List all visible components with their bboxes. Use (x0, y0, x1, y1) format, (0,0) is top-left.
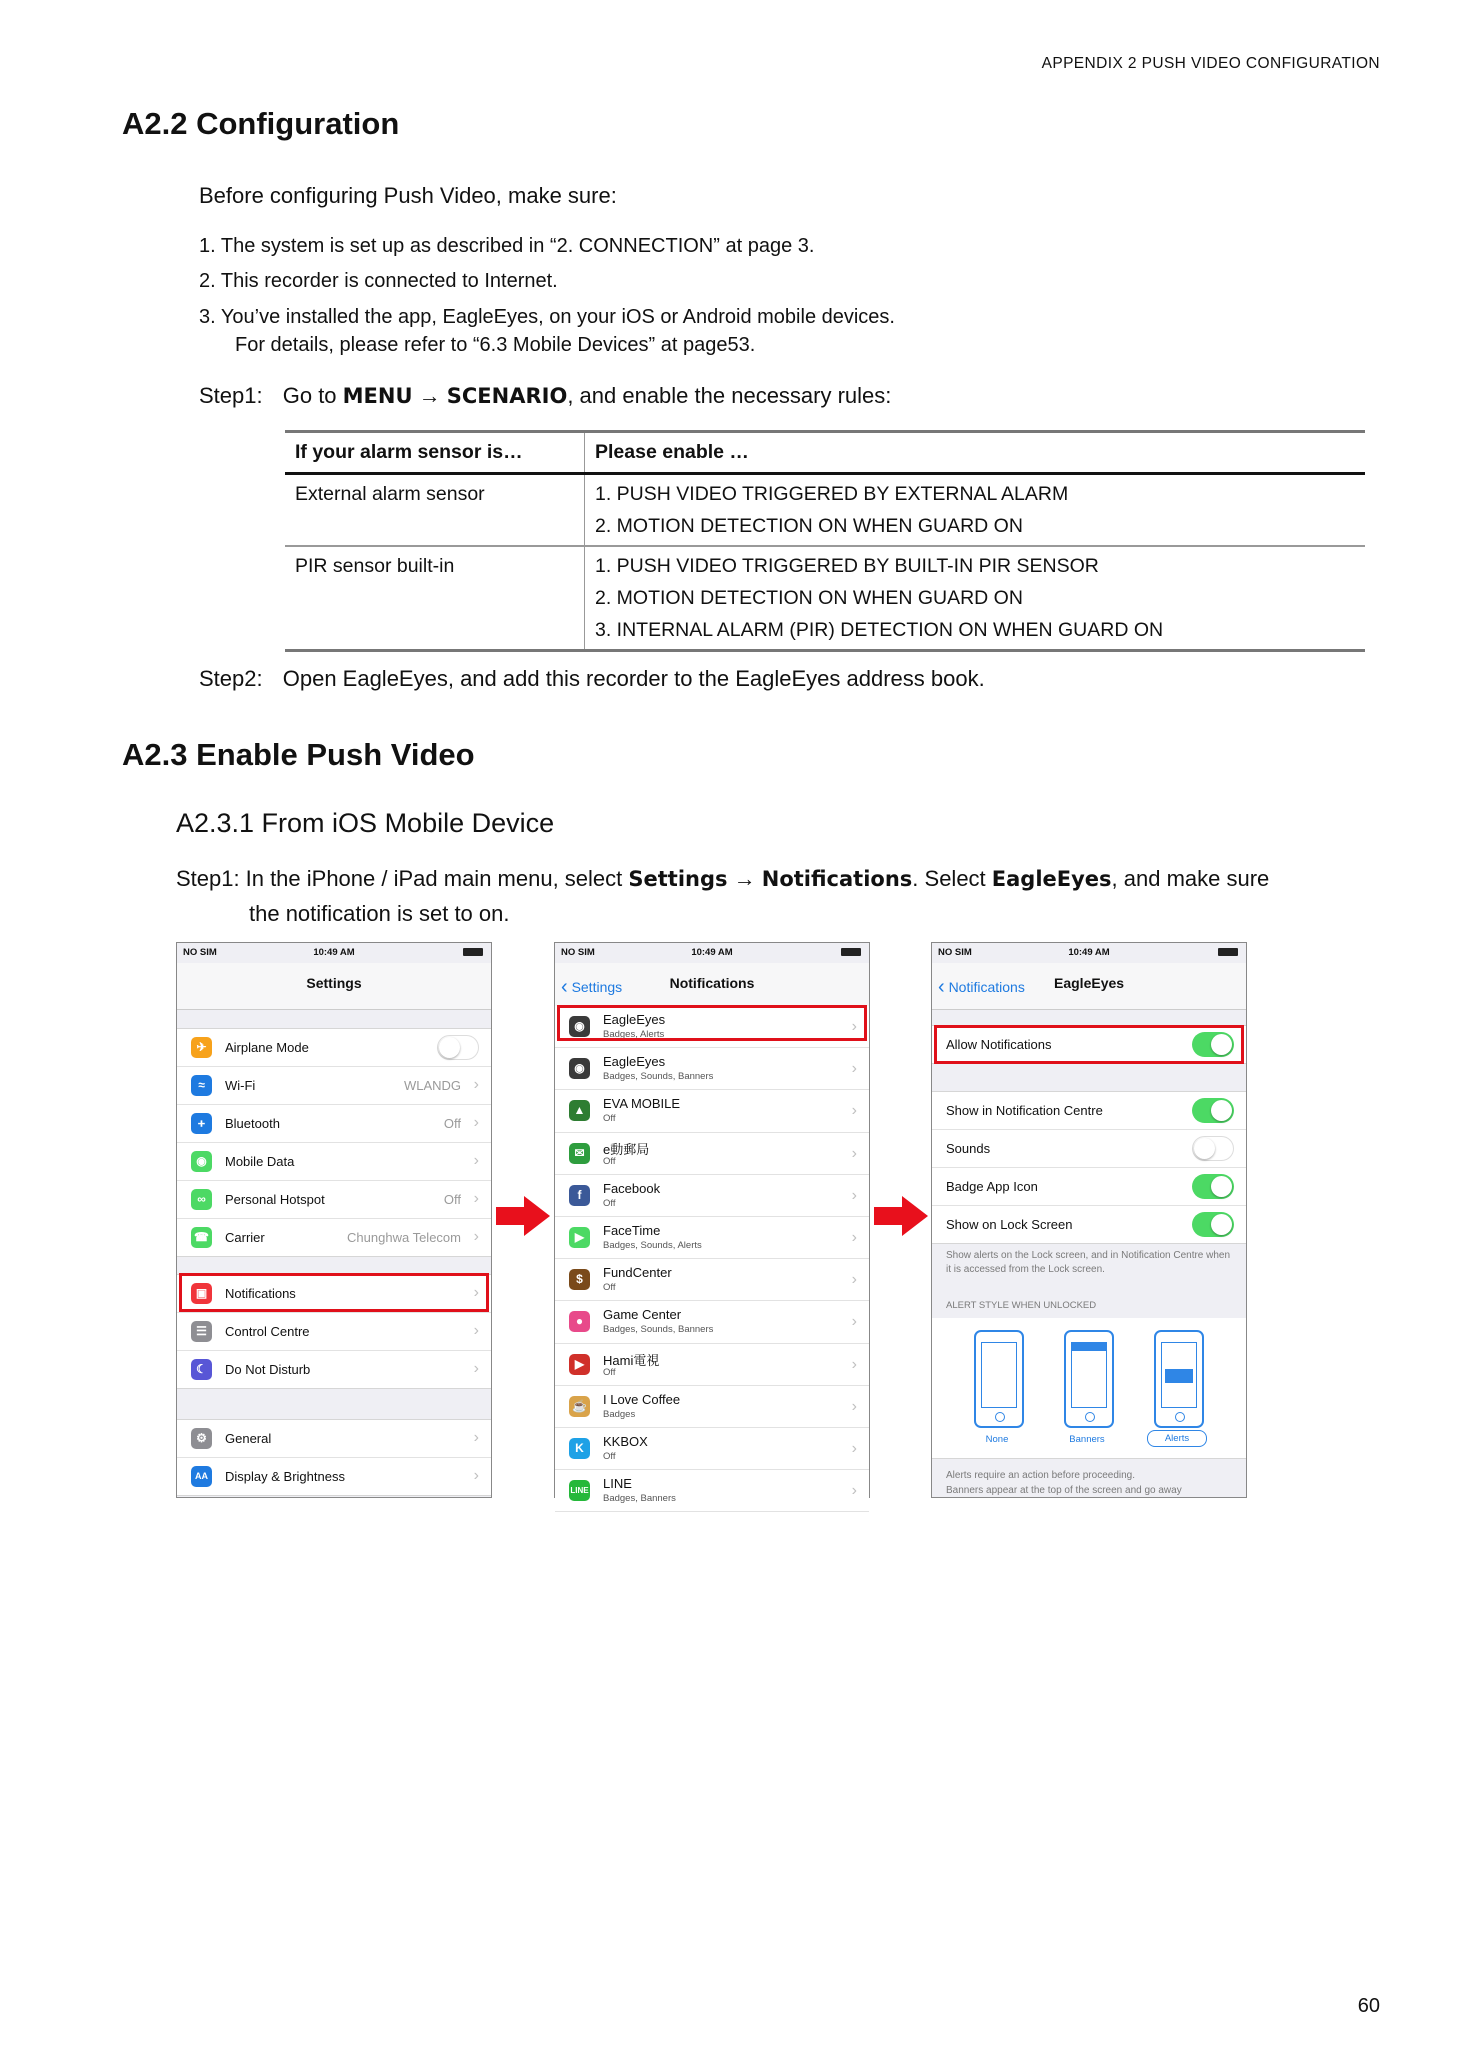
nav-bar (932, 963, 1246, 1010)
step1-line (199, 383, 891, 409)
chevron-right-icon: › (473, 1190, 479, 1207)
subsection-heading: A2.3.1 From iOS Mobile Device (176, 808, 555, 838)
status-bar: NO SIM 10:49 AM (177, 943, 491, 963)
style-banners-icon[interactable] (1064, 1330, 1114, 1428)
app-row[interactable]: $ FundCenter Off › (555, 1259, 869, 1301)
hami-tv-icon: ▶ (569, 1354, 590, 1375)
chevron-right-icon: › (851, 1482, 857, 1500)
table-cell-sensor: PIR sensor built-in (285, 546, 585, 651)
back-button[interactable]: ‹ Notifications (938, 976, 1025, 998)
step1-arrow: → (412, 383, 447, 408)
scenario-keyword: SCENARIO (446, 384, 568, 408)
checklist-item-2: 2. This recorder is connected to Internet. (199, 270, 558, 292)
lock-screen-note: Show alerts on the Lock screen, and in Notification Centre when it is accessed from the Lock screen. (946, 1250, 1231, 1275)
screen-title: Settings (306, 975, 362, 991)
settings-row-hotspot[interactable]: ∞ Personal Hotspot Off › (177, 1181, 491, 1219)
chevron-right-icon: › (473, 1360, 479, 1377)
chevron-right-icon: › (473, 1228, 479, 1245)
option-toggle[interactable] (1192, 1212, 1234, 1237)
chevron-right-icon: › (473, 1076, 479, 1093)
banners-footer: Banners appear at the top of the screen and go away (946, 1485, 1182, 1496)
hotspot-icon: ∞ (191, 1189, 212, 1210)
chevron-right-icon: › (851, 1018, 857, 1035)
settings-row-carrier[interactable]: ☎ Carrier Chunghwa Telecom › (177, 1219, 491, 1256)
option-row[interactable]: Show in Notification Centre (932, 1092, 1246, 1130)
option-toggle[interactable] (1192, 1098, 1234, 1123)
chevron-left-icon: ‹ (938, 976, 945, 998)
status-bar: NO SIM 10:49 AM (932, 943, 1246, 963)
option-row[interactable]: Sounds (932, 1130, 1246, 1168)
app-row[interactable]: ✉ e動郵局 Off › (555, 1133, 869, 1175)
ios-step-line2: the notification is set to on. (249, 901, 510, 926)
chevron-right-icon: › (851, 1060, 857, 1078)
phone-icon: ☎ (191, 1227, 212, 1248)
ios-step-label: Step1: (176, 866, 240, 891)
app-row[interactable]: K KKBOX Off › (555, 1428, 869, 1470)
style-banners-label: Banners (1069, 1434, 1105, 1445)
settings-row-wifi[interactable]: ≈ Wi-Fi WLANDG › (177, 1067, 491, 1105)
phone-screenshot-settings (176, 942, 492, 1498)
chevron-right-icon: › (851, 1144, 857, 1162)
app-row[interactable]: LINE LINE Badges, Banners › (555, 1470, 869, 1512)
table-row (285, 474, 1365, 547)
app-row[interactable]: f Facebook Off › (555, 1175, 869, 1217)
settings-keyword: Settings (628, 867, 728, 891)
chevron-right-icon: › (473, 1152, 479, 1169)
app-row[interactable]: ▶ FaceTime Badges, Sounds, Alerts › (555, 1217, 869, 1259)
game-center-icon: ● (569, 1311, 590, 1332)
battery-icon (1218, 948, 1238, 956)
notifications-icon: ▣ (191, 1283, 212, 1304)
app-row[interactable]: ● Game Center Badges, Sounds, Banners › (555, 1301, 869, 1343)
fundcenter-icon: $ (569, 1269, 590, 1290)
app-row[interactable]: ▲ EVA MOBILE Off › (555, 1090, 869, 1132)
app-row[interactable]: ◉ EagleEyes Badges, Sounds, Banners › (555, 1048, 869, 1090)
running-header: APPENDIX 2 PUSH VIDEO CONFIGURATION (1041, 55, 1380, 72)
control-centre-icon: ☰ (191, 1321, 212, 1342)
chevron-right-icon: › (851, 1439, 857, 1457)
settings-group-general (177, 1419, 491, 1496)
arrow-right-icon (496, 1196, 550, 1236)
line-icon: LINE (569, 1480, 590, 1501)
i-love-coffee-icon: ☕ (569, 1396, 590, 1417)
highlight-allow-notifications (934, 1025, 1244, 1064)
app-row[interactable]: ▶ Hami電視 Off › (555, 1344, 869, 1386)
option-row[interactable]: Show on Lock Screen (932, 1206, 1246, 1243)
phone-screenshot-eagleeyes (931, 942, 1247, 1498)
app-row[interactable]: ◉ EagleEyes Badges, Alerts › (555, 1006, 869, 1048)
eagleeyes-icon: ◉ (569, 1016, 590, 1037)
do-not-disturb-icon: ☾ (191, 1359, 212, 1380)
chevron-right-icon: › (851, 1313, 857, 1331)
checklist-item-1: 1. The system is set up as described in “2. CONNECTION” at page 3. (199, 235, 815, 257)
intro-text: Before configuring Push Video, make sure: (199, 183, 617, 208)
section-heading-a22: A2.2 Configuration (122, 106, 400, 141)
highlight-eagleeyes-row (557, 1005, 867, 1041)
table-cell-enable: 1. PUSH VIDEO TRIGGERED BY BUILT-IN PIR SENSOR 2. MOTION DETECTION ON WHEN GUARD ON 3. INTERNAL ALARM (PIR) DETECTION ON WHEN GUARD ON (585, 546, 1366, 651)
chevron-right-icon: › (851, 1355, 857, 1373)
airplane-toggle[interactable] (437, 1035, 479, 1060)
option-row[interactable]: Badge App Icon (932, 1168, 1246, 1206)
table-header-enable: Please enable … (585, 432, 1366, 474)
ios-step-line1: Step1: In the iPhone / iPad main menu, select Settings → Notifications. Select EagleEyes, and make sure (176, 866, 1270, 891)
table-cell-enable: 1. PUSH VIDEO TRIGGERED BY EXTERNAL ALARM 2. MOTION DETECTION ON WHEN GUARD ON (585, 474, 1366, 547)
app-list (555, 1006, 869, 1512)
app-row[interactable]: ☕ I Love Coffee Badges › (555, 1386, 869, 1428)
chevron-right-icon: › (473, 1114, 479, 1131)
style-none-label: None (985, 1434, 1009, 1445)
page-number: 60 (1357, 1995, 1380, 2017)
settings-row-display[interactable]: AA Display & Brightness › (177, 1458, 491, 1495)
chevron-right-icon: › (473, 1284, 479, 1301)
option-toggle[interactable] (1192, 1174, 1234, 1199)
option-toggle[interactable] (1192, 1136, 1234, 1161)
chevron-left-icon: ‹ (561, 976, 568, 998)
back-button[interactable]: ‹ Settings (561, 976, 623, 998)
table-header-sensor: If your alarm sensor is… (285, 432, 585, 474)
alert-style-heading: ALERT STYLE WHEN UNLOCKED (946, 1300, 1097, 1311)
settings-row-do-not-disturb[interactable]: ☾ Do Not Disturb › (177, 1351, 491, 1388)
table-cell-sensor: External alarm sensor (285, 474, 585, 547)
wifi-icon: ≈ (191, 1075, 212, 1096)
facetime-icon: ▶ (569, 1227, 590, 1248)
screen-title: Notifications (669, 975, 755, 991)
eagleeyes-keyword: EagleEyes (991, 867, 1112, 891)
settings-row-control-centre[interactable]: ☰ Control Centre › (177, 1313, 491, 1351)
settings-row-airplane[interactable]: ✈ Airplane Mode (177, 1029, 491, 1067)
checklist-item-3: 3. You’ve installed the app, EagleEyes, on your iOS or Android mobile devices. (199, 306, 895, 328)
table-header-row (285, 432, 1365, 474)
status-bar: NO SIM 10:49 AM (555, 943, 869, 963)
eagleeyes-icon: ◉ (569, 1058, 590, 1079)
chevron-right-icon: › (473, 1467, 479, 1484)
eva-mobile-icon: ▲ (569, 1100, 590, 1121)
battery-icon (841, 948, 861, 956)
chevron-right-icon: › (851, 1186, 857, 1204)
kkbox-icon: K (569, 1438, 590, 1459)
screen-title: EagleEyes (1054, 975, 1125, 991)
step1-label: Step1: (199, 383, 263, 408)
chevron-right-icon: › (851, 1271, 857, 1289)
nav-bar (177, 963, 491, 1010)
alerts-footer: Alerts require an action before proceeding. (946, 1470, 1136, 1481)
display-icon: AA (191, 1466, 212, 1487)
airplane-icon: ✈ (191, 1037, 212, 1058)
rules-table (285, 430, 1365, 652)
gear-icon: ⚙ (191, 1428, 212, 1449)
style-alerts-label: Alerts (1147, 1430, 1207, 1447)
chevron-right-icon: › (851, 1397, 857, 1415)
phone-screenshot-notifications (554, 942, 870, 1505)
style-alerts-icon[interactable] (1154, 1330, 1204, 1428)
battery-icon (463, 948, 483, 956)
settings-group-connectivity (177, 1028, 491, 1257)
table-row (285, 546, 1365, 651)
post-office-icon: ✉ (569, 1143, 590, 1164)
settings-row-general[interactable]: ⚙ General › (177, 1420, 491, 1458)
style-none-icon[interactable] (974, 1330, 1024, 1428)
settings-row-notifications[interactable]: ▣ Notifications › (177, 1275, 491, 1313)
notifications-keyword: Notifications (761, 867, 913, 891)
checklist-note: For details, please refer to “6.3 Mobile Devices” at page53. (235, 334, 756, 356)
step2-text: Open EagleEyes, and add this recorder to the EagleEyes address book. (282, 666, 985, 691)
nav-bar (555, 963, 869, 1010)
options-group (932, 1091, 1246, 1244)
chevron-right-icon: › (851, 1102, 857, 1120)
step1-pre: Go to (282, 383, 343, 408)
chevron-right-icon: › (851, 1228, 857, 1246)
allow-notifications-row[interactable]: Allow Notifications (932, 1026, 1246, 1063)
chevron-right-icon: › (473, 1322, 479, 1339)
settings-row-bluetooth[interactable]: ᚐ Bluetooth Off › (177, 1105, 491, 1143)
step2-line (199, 666, 985, 692)
menu-keyword: MENU (342, 384, 413, 408)
arrow-right-icon (874, 1196, 928, 1236)
step1-post: , and enable the necessary rules: (567, 383, 892, 408)
bluetooth-icon: ᚐ (191, 1113, 212, 1134)
mobile-data-icon: ◉ (191, 1151, 212, 1172)
section-heading-a23: A2.3 Enable Push Video (122, 737, 475, 772)
alert-style-group (932, 1318, 1246, 1459)
facebook-icon: f (569, 1185, 590, 1206)
settings-row-mobile-data[interactable]: ◉ Mobile Data › (177, 1143, 491, 1181)
highlight-notifications (179, 1273, 489, 1312)
step2-label: Step2: (199, 666, 263, 691)
chevron-right-icon: › (473, 1429, 479, 1446)
